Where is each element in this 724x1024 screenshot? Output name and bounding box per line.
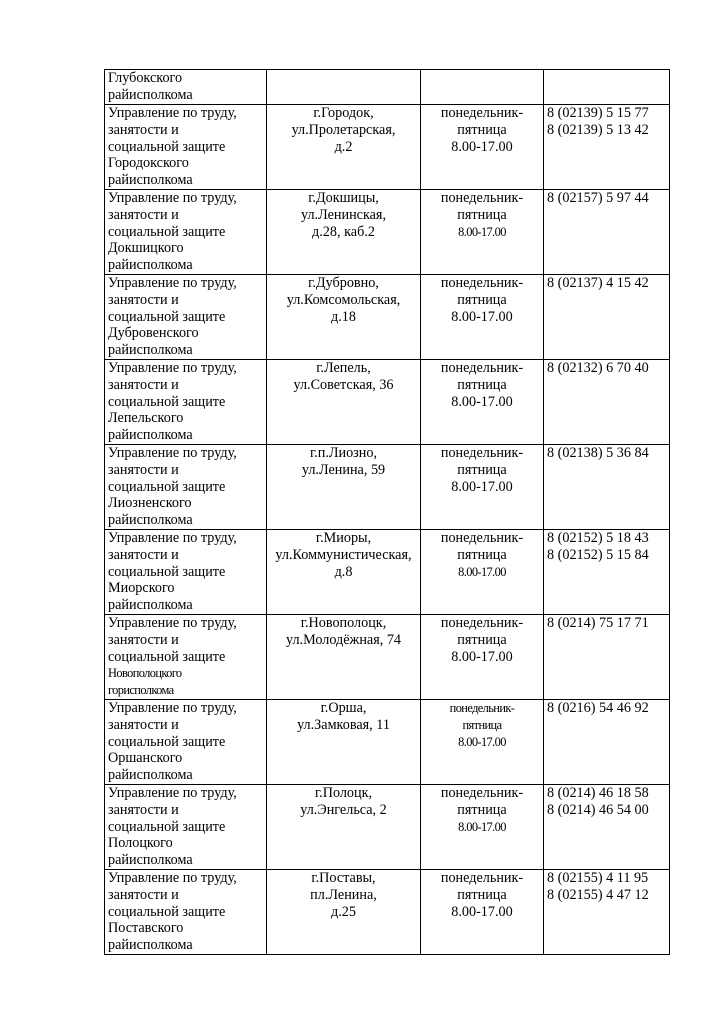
hours-line: пятница <box>457 801 507 818</box>
phone-cell <box>544 275 670 360</box>
org-line: райисполкома <box>108 937 193 954</box>
phone-line: 8 (0214) 46 54 00 <box>547 801 649 818</box>
address-line: ул.Энгельса, 2 <box>300 801 387 818</box>
org-line: Дубровенского <box>108 325 199 342</box>
hours-cell <box>421 275 544 360</box>
address-line: д.18 <box>331 308 356 325</box>
phone-cell <box>544 70 670 105</box>
address-line: ул.Пролетарская, <box>291 121 396 138</box>
phone-cell <box>544 700 670 785</box>
address-line: пл.Ленина, <box>310 886 377 903</box>
phone-line: 8 (02132) 6 70 40 <box>547 360 649 376</box>
org-line: социальной защите <box>108 818 226 835</box>
address-line: г.Миоры, <box>315 530 372 546</box>
org-line: Городокского <box>108 155 189 172</box>
address-line: ул.Молодёжная, 74 <box>285 631 402 648</box>
hours-line: понедельник- <box>440 445 524 461</box>
table-row <box>105 785 670 870</box>
org-line: социальной защите <box>108 223 226 240</box>
org-cell <box>105 445 267 530</box>
address-line: г.Докшицы, <box>308 190 379 206</box>
hours-line: понедельник- <box>440 360 524 376</box>
phone-line: 8 (02139) 5 15 77 <box>547 105 649 121</box>
table-row <box>105 445 670 530</box>
hours-cell <box>421 530 544 615</box>
org-line: занятости и <box>108 291 179 308</box>
hours-line: пятница <box>457 631 507 648</box>
address-line: г.Орша, <box>320 700 367 716</box>
org-line: социальной защите <box>108 478 226 495</box>
address-line: г.Полоцк, <box>314 785 373 801</box>
hours-line: понедельник- <box>449 701 515 715</box>
phone-line: 8 (02138) 5 36 84 <box>547 445 649 461</box>
org-line: Миорского <box>108 580 175 597</box>
address-line: г.Городок, <box>313 105 374 121</box>
org-line: райисполкома <box>108 86 193 103</box>
org-line: райисполкома <box>108 767 193 784</box>
org-line: занятости и <box>108 801 179 818</box>
org-line: Новополоцкого <box>108 666 182 681</box>
hours-cell <box>421 785 544 870</box>
org-line: райисполкома <box>108 257 193 274</box>
hours-cell <box>421 70 544 105</box>
org-cell <box>105 615 267 700</box>
org-line: занятости и <box>108 206 179 223</box>
org-line: Управление по труду, <box>108 275 237 291</box>
hours-line: 8.00-17.00 <box>451 903 513 920</box>
org-line: занятости и <box>108 376 179 393</box>
table-row <box>105 615 670 700</box>
phone-line: 8 (0216) 54 46 92 <box>547 700 649 716</box>
address-cell <box>267 615 421 700</box>
org-line: Лепельского <box>108 410 184 427</box>
table-row <box>105 700 670 785</box>
address-cell <box>267 700 421 785</box>
hours-line: понедельник- <box>440 190 524 206</box>
org-line: Докшицкого <box>108 240 184 257</box>
address-line: ул.Ленина, 59 <box>301 461 386 478</box>
phone-cell <box>544 615 670 700</box>
org-line: Управление по труду, <box>108 360 237 376</box>
org-line: Управление по труду, <box>108 870 237 886</box>
address-line: ул.Ленинская, <box>300 206 387 223</box>
org-line: занятости и <box>108 886 179 903</box>
hours-cell <box>421 870 544 955</box>
phone-cell <box>544 785 670 870</box>
address-line: г.Лепель, <box>316 360 371 376</box>
address-cell <box>267 360 421 445</box>
phone-cell <box>544 870 670 955</box>
hours-line: 8.00-17.00 <box>451 478 513 495</box>
org-line: Управление по труду, <box>108 445 237 461</box>
hours-line: пятница <box>457 461 507 478</box>
contacts-table <box>104 69 670 955</box>
table-row <box>105 190 670 275</box>
org-line: занятости и <box>108 461 179 478</box>
hours-cell <box>421 105 544 190</box>
org-line: Полоцкого <box>108 835 173 852</box>
org-line: Лиозненского <box>108 495 192 512</box>
org-line: Управление по труду, <box>108 190 237 206</box>
org-line: социальной защите <box>108 733 226 750</box>
org-line: социальной защите <box>108 308 226 325</box>
org-line: занятости и <box>108 716 179 733</box>
hours-line: 8.00-17.00 <box>458 224 506 239</box>
org-line: Глубокского <box>108 70 183 86</box>
hours-line: пятница <box>457 291 507 308</box>
hours-line: 8.00-17.00 <box>458 819 506 834</box>
org-line: райисполкома <box>108 427 193 444</box>
address-cell <box>267 445 421 530</box>
org-line: занятости и <box>108 546 179 563</box>
address-cell <box>267 275 421 360</box>
org-cell <box>105 190 267 275</box>
hours-cell <box>421 615 544 700</box>
address-line: ул.Коммунистическая, <box>275 546 412 563</box>
org-cell <box>105 105 267 190</box>
hours-cell <box>421 445 544 530</box>
address-cell <box>267 870 421 955</box>
org-line: Управление по труду, <box>108 530 237 546</box>
hours-line: пятница <box>457 886 507 903</box>
hours-cell <box>421 700 544 785</box>
org-line: социальной защите <box>108 648 226 665</box>
phone-cell <box>544 105 670 190</box>
address-line: д.8 <box>334 563 353 580</box>
hours-line: пятница <box>457 206 507 223</box>
hours-cell <box>421 360 544 445</box>
org-cell <box>105 70 267 105</box>
phone-line: 8 (02137) 4 15 42 <box>547 275 649 291</box>
hours-line: 8.00-17.00 <box>458 734 506 749</box>
org-cell <box>105 275 267 360</box>
address-line: г.Новополоцк, <box>300 615 387 631</box>
table-row <box>105 530 670 615</box>
org-line: горисполкома <box>108 683 174 698</box>
address-cell <box>267 190 421 275</box>
hours-line: понедельник- <box>440 275 524 291</box>
phone-line: 8 (02152) 5 15 84 <box>547 546 649 563</box>
org-line: райисполкома <box>108 512 193 529</box>
address-line: ул.Замковая, 11 <box>297 716 390 733</box>
org-line: Управление по труду, <box>108 700 237 716</box>
org-line: Поставского <box>108 920 184 937</box>
address-line: д.25 <box>331 903 356 920</box>
table-row <box>105 870 670 955</box>
address-line: д.2 <box>334 138 353 155</box>
table-row <box>105 105 670 190</box>
hours-line: пятница <box>457 376 507 393</box>
hours-line: понедельник- <box>440 105 524 121</box>
table-row <box>105 70 670 105</box>
phone-line: 8 (0214) 46 18 58 <box>547 785 649 801</box>
address-line: ул.Советская, 36 <box>293 376 394 393</box>
org-line: райисполкома <box>108 852 193 869</box>
phone-line: 8 (02155) 4 47 12 <box>547 886 649 903</box>
hours-line: пятница <box>457 121 507 138</box>
org-line: социальной защите <box>108 563 226 580</box>
phone-line: 8 (02139) 5 13 42 <box>547 121 649 138</box>
phone-line: 8 (0214) 75 17 71 <box>547 615 649 631</box>
hours-line: пятница <box>457 546 507 563</box>
org-line: райисполкома <box>108 342 193 359</box>
hours-line: 8.00-17.00 <box>451 393 513 410</box>
phone-cell <box>544 445 670 530</box>
org-line: Управление по труду, <box>108 105 237 121</box>
org-line: Оршанского <box>108 750 183 767</box>
org-cell <box>105 360 267 445</box>
hours-line: понедельник- <box>440 785 524 801</box>
phone-cell <box>544 530 670 615</box>
address-cell <box>267 530 421 615</box>
org-line: райисполкома <box>108 597 193 614</box>
address-line: г.Поставы, <box>311 870 376 886</box>
address-line: ул.Комсомольская, <box>286 291 401 308</box>
org-line: социальной защите <box>108 393 226 410</box>
hours-line: 8.00-17.00 <box>458 564 506 579</box>
address-line: д.28, каб.2 <box>312 223 375 240</box>
address-line: г.Дубровно, <box>308 275 379 291</box>
contacts-table-body <box>105 70 670 955</box>
org-cell <box>105 700 267 785</box>
org-line: занятости и <box>108 631 179 648</box>
phone-cell <box>544 360 670 445</box>
hours-line: понедельник- <box>440 615 524 631</box>
phone-line: 8 (02152) 5 18 43 <box>547 530 649 546</box>
org-cell <box>105 530 267 615</box>
org-cell <box>105 870 267 955</box>
org-line: Управление по труду, <box>108 615 237 631</box>
address-cell <box>267 70 421 105</box>
hours-line: пятница <box>462 717 502 732</box>
hours-line: 8.00-17.00 <box>451 308 513 325</box>
hours-line: понедельник- <box>440 530 524 546</box>
org-line: социальной защите <box>108 903 226 920</box>
phone-line: 8 (02157) 5 97 44 <box>547 190 649 206</box>
org-line: райисполкома <box>108 172 193 189</box>
phone-line: 8 (02155) 4 11 95 <box>547 870 649 886</box>
table-row <box>105 360 670 445</box>
hours-line: 8.00-17.00 <box>451 138 513 155</box>
org-line: занятости и <box>108 121 179 138</box>
address-cell <box>267 105 421 190</box>
table-row <box>105 275 670 360</box>
address-line: г.п.Лиозно, <box>309 445 378 461</box>
hours-line: 8.00-17.00 <box>451 648 513 665</box>
org-line: социальной защите <box>108 138 226 155</box>
org-line: Управление по труду, <box>108 785 237 801</box>
hours-line: понедельник- <box>440 870 524 886</box>
hours-cell <box>421 190 544 275</box>
address-cell <box>267 785 421 870</box>
phone-cell <box>544 190 670 275</box>
org-cell <box>105 785 267 870</box>
